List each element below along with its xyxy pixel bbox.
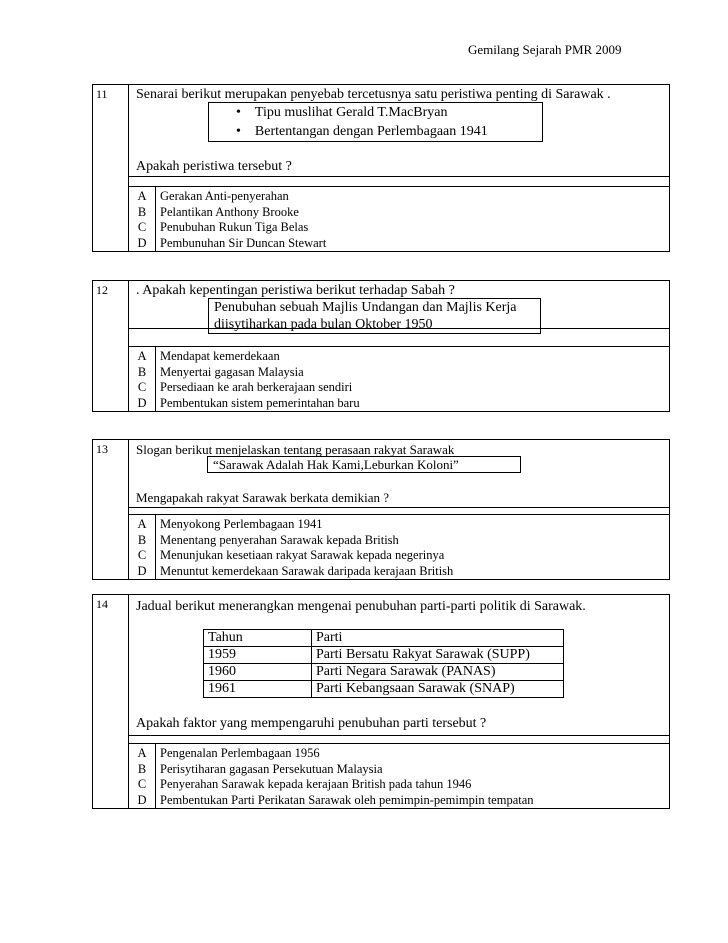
question-number: 12	[93, 281, 129, 411]
question-ask: Mengapakah rakyat Sarawak berkata demikian ?	[136, 490, 390, 505]
option-a[interactable]: A Pengenalan Perlembagaan 1956	[137, 746, 320, 760]
table-cell: Parti Bersatu Rakyat Sarawak (SUPP)	[312, 647, 564, 664]
table-cell: 1961	[204, 681, 312, 698]
table-row	[204, 664, 564, 681]
question-14	[92, 594, 670, 809]
event-line: diisytiharkan pada bulan Oktober 1950	[214, 317, 433, 332]
options-block	[129, 514, 669, 579]
question-12	[92, 280, 670, 412]
option-a[interactable]: A Gerakan Anti-penyerahan	[137, 189, 289, 203]
options-block	[129, 346, 669, 411]
bullet-item: • Bertentangan dengan Perlembagaan 1941	[236, 124, 488, 139]
page-header: Gemilang Sejarah PMR 2009	[468, 42, 622, 57]
question-number: 13	[93, 440, 129, 579]
table-header: Parti	[312, 630, 564, 647]
question-ask: Apakah peristiwa tersebut ?	[136, 159, 292, 174]
table-header: Tahun	[204, 630, 312, 647]
question-number: 14	[93, 595, 129, 808]
question-stem: Slogan berikut menjelaskan tentang perasaan rakyat Sarawak	[136, 442, 455, 457]
option-c[interactable]: C Penyerahan Sarawak kepada kerajaan British pada tahun 1946	[137, 777, 472, 791]
question-stem: Senarai berikut merupakan penyebab tercetusnya satu peristiwa penting di Sarawak .	[136, 87, 611, 102]
question-stem: . Apakah kepentingan peristiwa berikut terhadap Sabah ?	[136, 283, 455, 298]
bullet-box	[208, 102, 543, 142]
table-row	[204, 647, 564, 664]
question-ask: Apakah faktor yang mempengaruhi penubuhan parti tersebut ?	[136, 716, 487, 731]
options-block	[129, 186, 669, 251]
table-cell: 1959	[204, 647, 312, 664]
option-c[interactable]: C Menunjukan kesetiaan rakyat Sarawak kepada negerinya	[137, 548, 445, 562]
question-stem: Jadual berikut menerangkan mengenai penubuhan parti-parti politik di Sarawak.	[136, 599, 586, 614]
table-header-row	[204, 630, 564, 647]
question-11	[92, 84, 670, 252]
option-b[interactable]: B Menentang penyerahan Sarawak kepada British	[137, 532, 399, 547]
option-d[interactable]: D Pembentukan sistem pemerintahan baru	[137, 395, 360, 410]
parti-table	[203, 629, 564, 698]
option-d[interactable]: D Pembunuhan Sir Duncan Stewart	[137, 235, 327, 250]
slogan-text: “Sarawak Adalah Hak Kami,Leburkan Koloni”	[213, 457, 459, 472]
option-c[interactable]: C Persediaan ke arah berkerajaan sendiri	[137, 380, 353, 394]
option-b[interactable]: B Perisytiharan gagasan Persekutuan Malaysia	[137, 761, 383, 776]
option-d[interactable]: D Pembentukan Parti Perikatan Sarawak oleh pemimpin-pemimpin tempatan	[137, 792, 534, 807]
slogan-box	[207, 456, 521, 473]
option-a[interactable]: A Menyokong Perlembagaan 1941	[137, 517, 323, 531]
table-cell: Parti Kebangsaan Sarawak (SNAP)	[312, 681, 564, 698]
option-a[interactable]: A Mendapat kemerdekaan	[137, 349, 280, 363]
option-b[interactable]: B Menyertai gagasan Malaysia	[137, 364, 304, 379]
table-cell: 1960	[204, 664, 312, 681]
option-c[interactable]: C Penubuhan Rukun Tiga Belas	[137, 220, 309, 234]
question-13	[92, 439, 670, 580]
option-b[interactable]: B Pelantikan Anthony Brooke	[137, 204, 299, 219]
event-line: Penubuhan sebuah Majlis Undangan dan Majlis Kerja	[214, 300, 517, 315]
question-number: 11	[93, 85, 129, 251]
table-cell: Parti Negara Sarawak (PANAS)	[312, 664, 564, 681]
option-d[interactable]: D Menuntut kemerdekaan Sarawak daripada kerajaan British	[137, 563, 454, 578]
bullet-item: • Tipu muslihat Gerald T.MacBryan	[236, 105, 448, 120]
options-block	[129, 743, 669, 808]
table-row	[204, 681, 564, 698]
